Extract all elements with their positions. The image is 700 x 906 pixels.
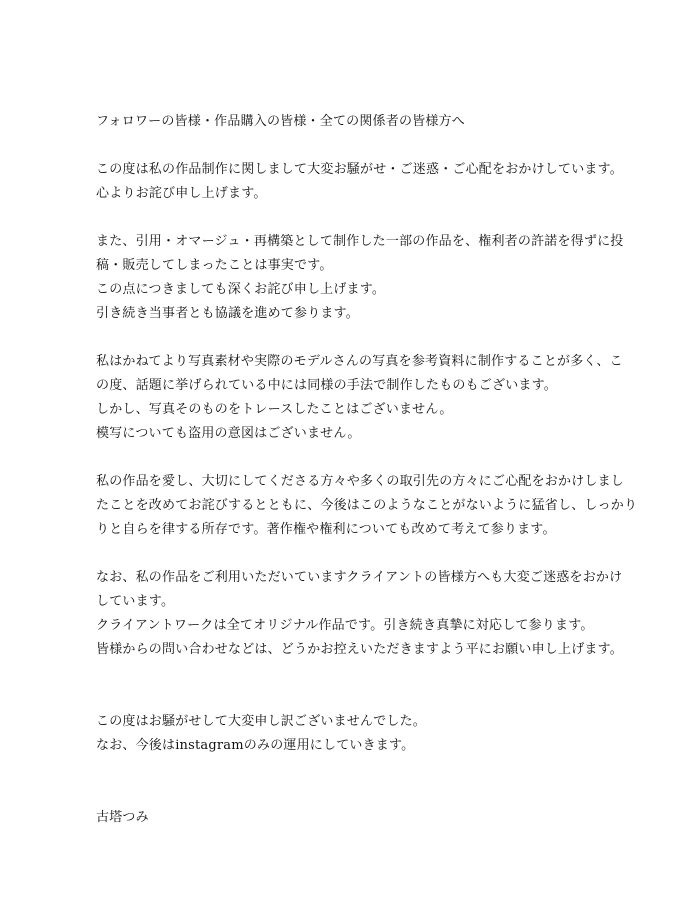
text-line: 皆様からの問い合わせなどは、どうかお控えいただきますよう平にお願い申し上げます。 [96,642,623,657]
statement-document [96,110,638,830]
text-line: クライアントワークは全てオリジナル作品です。引き続き真摯に対応して参ります。 [96,618,594,633]
signature: 古塔つみ [96,810,149,825]
text-line: なお、今後はinstagramのみの運用にしていきます。 [96,738,415,753]
spacer [96,758,616,806]
text-line: 私はかねてより写真素材や実際のモデルさんの写真を参考資料に制作することが多く、こ [96,354,623,369]
text-line: 私の作品を愛し、大切にしてくださる方々や多くの取引先の方々にご心配をおかけしまし [96,474,625,489]
spacer [96,542,616,566]
paragraph-reflection [96,470,638,542]
spacer [96,326,616,350]
text-line: しています。 [96,594,175,609]
paragraph-closing [96,710,616,758]
spacer [96,446,616,470]
text-line: 心よりお詫び申し上げます。 [96,186,267,201]
text-line: りと自らを律する所存です。著作権や権利についても改めて考えて参ります。 [96,522,556,537]
text-line: しかし、写真そのものをトレースしたことはございません。 [96,402,453,417]
text-line: 稿・販売してしまったことは事実です。 [96,258,333,273]
paragraph-method [96,350,623,446]
spacer [96,134,616,158]
text-line: たことを改めてお詫びするとともに、今後はこのようなことがないように猛省し、しっかり [96,498,638,513]
text-line: 模写についても盗用の意図はございません。 [96,426,361,441]
text-line: この点につきましても深くお詫び申し上げます。 [96,282,386,297]
text-line: なお、私の作品をご利用いただいていますクライアントの皆様方へも大変ご迷惑をおかけ [96,570,623,585]
text-line: また、引用・オマージュ・再構築として制作した一部の作品を、権利者の許諾を得ずに投 [96,234,624,249]
text-line: の度、話題に挙げられている中には同様の手法で制作したものもございます。 [96,378,557,393]
spacer [96,206,616,230]
paragraph-apology [96,158,623,206]
spacer [96,662,616,710]
text-line: 引き続き当事者とも協議を進めて参ります。 [96,306,359,321]
text-line: この度は私の作品制作に関しまして大変お騒がせ・ご迷惑・ご心配をおかけしています。 [96,162,623,177]
paragraph-admission [96,230,624,326]
greeting-line: フォロワーの皆様・作品購入の皆様・全ての関係者の皆様方へ [96,114,465,129]
text-line: この度はお騒がせして大変申し訳ございませんでした。 [96,714,427,729]
paragraph-clients [96,566,623,662]
